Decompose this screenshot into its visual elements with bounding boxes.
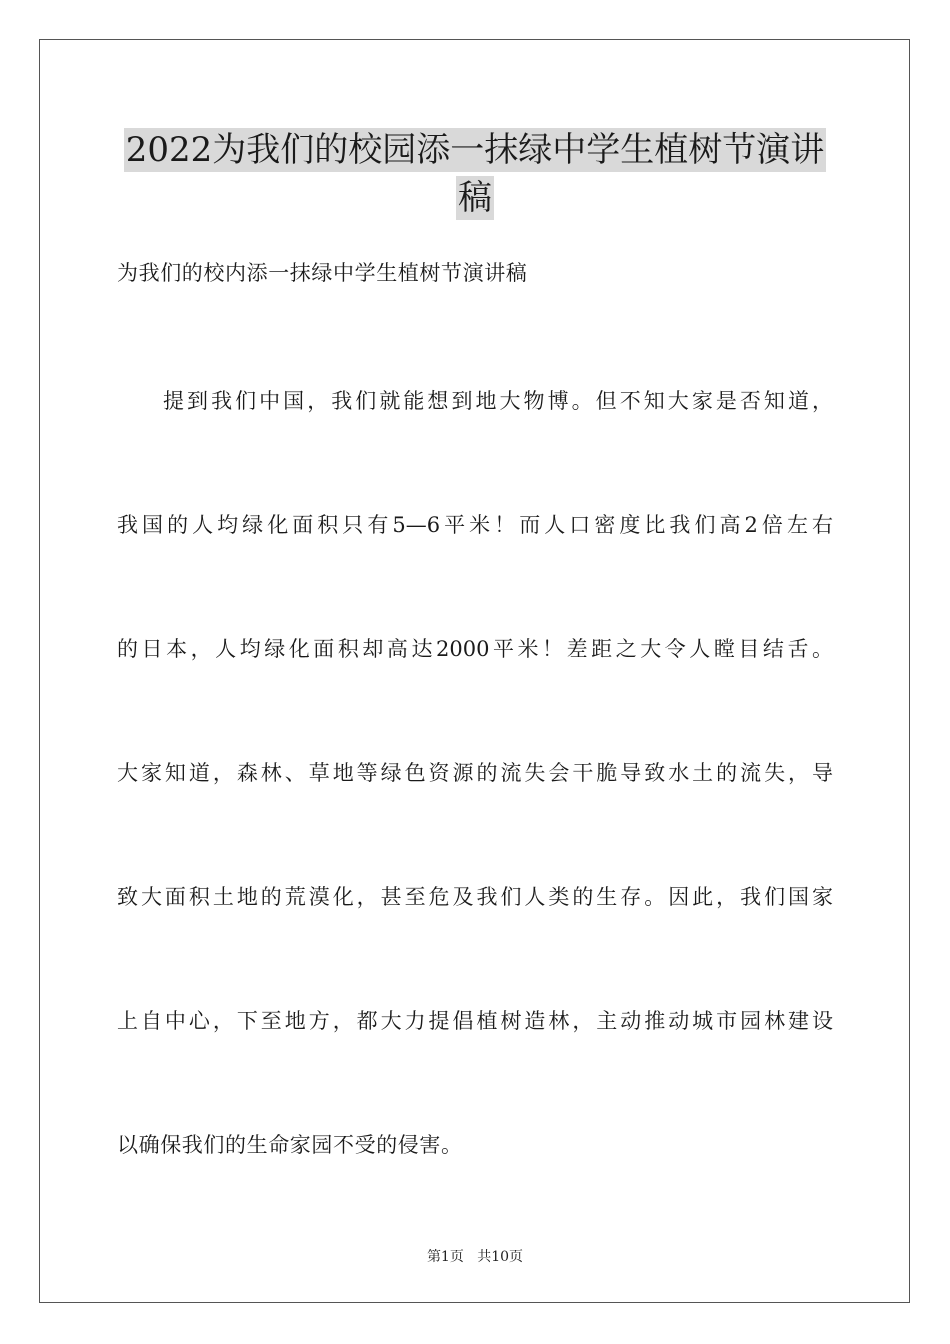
paragraph-line-5: 致大面积土地的荒漠化，甚至危及我们人类的生存。因此，我们国家 (117, 885, 833, 909)
title-line-1: 2022为我们的校园添一抹绿中学生植树节演讲 (125, 130, 825, 170)
paragraph-line-6: 上自中心，下至地方，都大力提倡植树造林，主动推动城市园林建设 (117, 1009, 833, 1033)
document-subtitle: 为我们的校内添一抹绿中学生植树节演讲稿 (117, 261, 528, 285)
paragraph-line-1: 提到我们中国，我们就能想到地大物博。但不知大家是否知道， (163, 389, 833, 413)
title-line-2: 稿 (458, 178, 492, 218)
document-title (60, 128, 890, 220)
page-number: 第1页 (426, 1249, 464, 1265)
page-footer (0, 1247, 950, 1267)
paragraph-line-3: 的日本，人均绿化面积却高达2000平米！差距之大令人瞠目结舌。 (117, 637, 833, 661)
page-border (39, 39, 910, 1303)
paragraph-line-7: 以确保我们的生命家园不受的侵害。 (117, 1133, 463, 1157)
paragraph-line-4: 大家知道，森林、草地等绿色资源的流失会干脆导致水土的流失，导 (117, 761, 833, 785)
page-total: 共10页 (477, 1249, 524, 1265)
paragraph-line-2: 我国的人均绿化面积只有5—6平米！而人口密度比我们高2倍左右 (117, 513, 833, 537)
